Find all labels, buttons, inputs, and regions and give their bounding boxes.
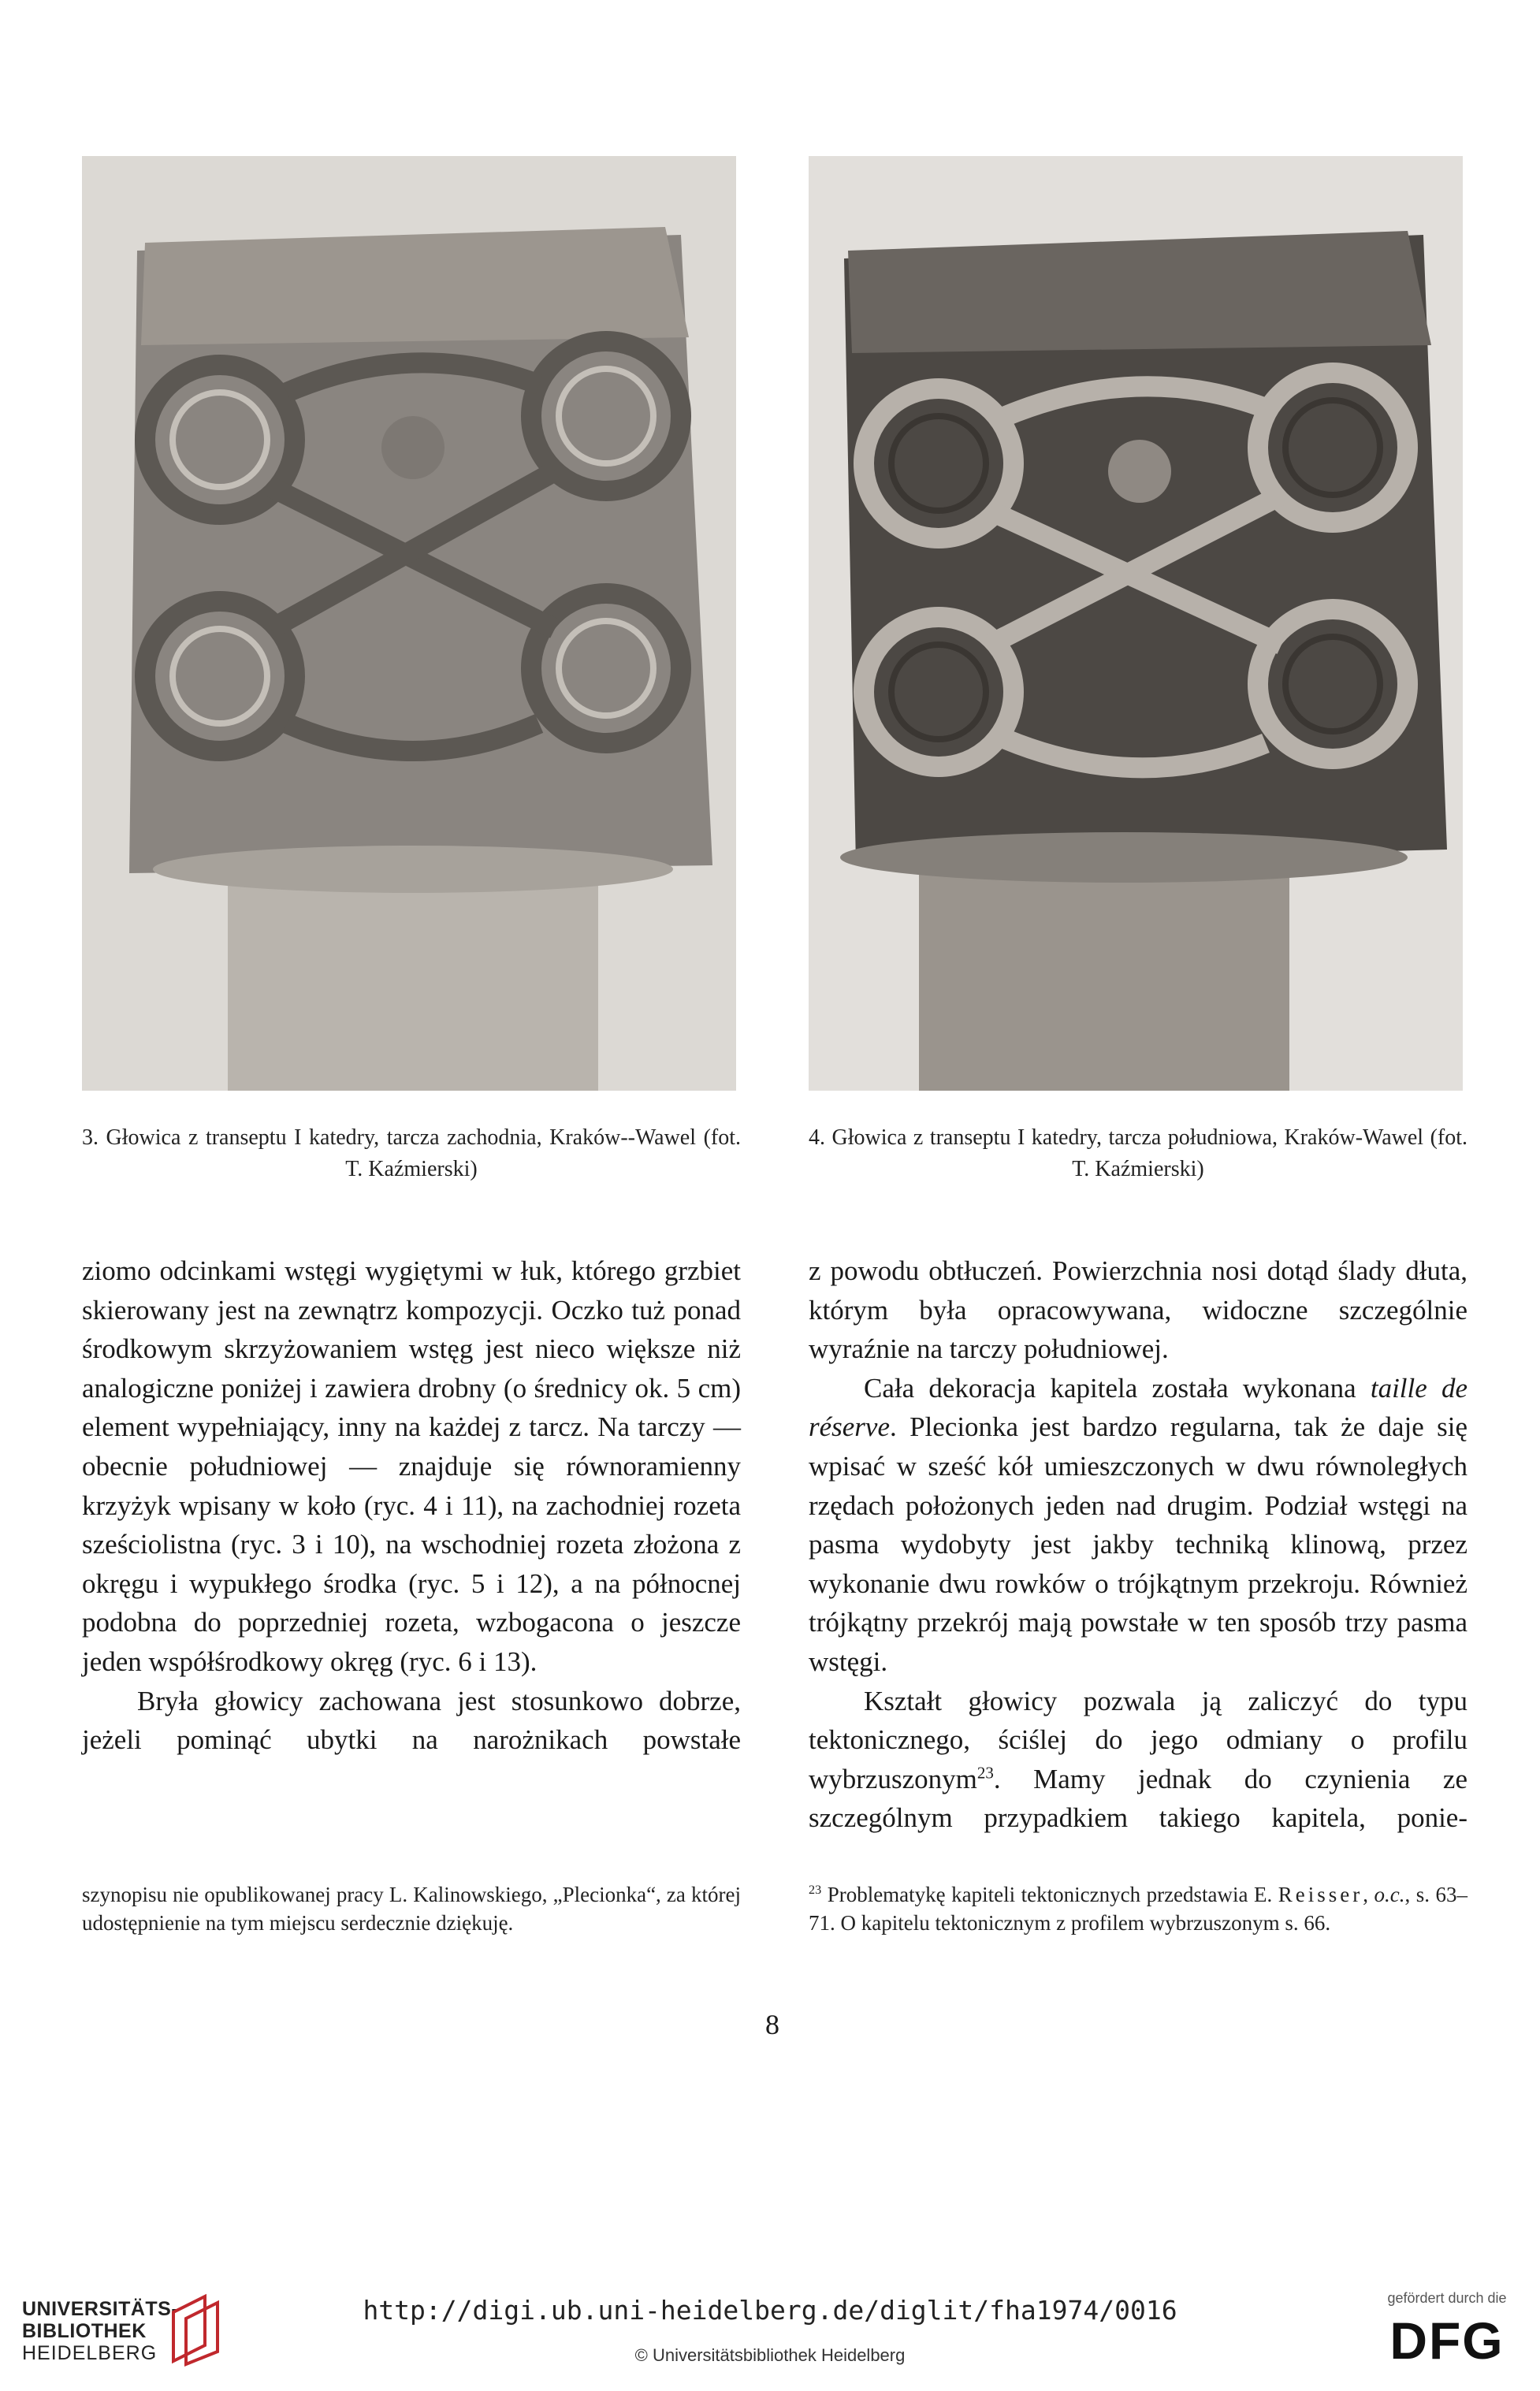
photo-capital-south-face [809,156,1463,1091]
page-number: 8 [765,2009,779,2040]
figure-3-caption: 3. Głowica z transeptu I katedry, tarcza zachodnia, Kraków--Wawel (fot. T. Kaźmierski) [82,1125,741,1181]
text-run: , [1363,1883,1374,1906]
paragraph: Bryła głowicy zachowana jest stosunkowo dobrze, jeżeli pominąć ubytki na narożnikach powstałe [82,1685,741,1756]
paragraph: ziomo odcinkami wstęgi wygiętymi w łuk, którego grzbiet skierowany jest na zewnątrz kompozycji. Oczko tuż ponad środkowym skrzyżowaniem wstęg jest nieco większe niż analogiczne poniżej i zawiera drobny (o średnicy ok. 5 cm) element wypełniający, inny na każdej z tarcz. Na tarczy — obecnie południowej — znajduje się równoramienny krzyżyk wpisany w koło (ryc. 4 i 11), na zachodniej rozeta sześciolistna (ryc. 3 i 10), na wschodniej rozeta złożona z okręgu i wypukłego środka (ryc. 5 i 12), a na północnej podobna do poprzedniej rozeta, wzbogacona o jeszcze jeden współśrodkowy okręg (ryc. 6 i 13). [82,1255,741,1677]
funding-note: gefördert durch die [1387,2290,1507,2306]
footnote-number: 23 [809,1883,822,1897]
footnote-23 [809,1880,1467,1937]
library-line: BIBLIOTHEK [22,2320,147,2342]
capital-photo-drawing [82,156,736,1091]
photo-capital-west-face [82,156,736,1091]
paragraph: z powodu obtłuczeń. Powierzchnia nosi dotąd ślady dłuta, którym była opracowywana, widoczne szczególnie wyraźnie na tarczy południowej. [809,1255,1467,1365]
paragraph [809,1682,1467,1838]
body-column-right [809,1251,1467,1838]
italic-term: taille de réserve [809,1372,1468,1443]
text-run: . Mamy jednak do czynienia ze szczególnym przypadkiem takiego kapitela, ponie- [809,1763,1467,1834]
author-name: Reisser [1278,1883,1363,1906]
text-run: . Plecionka jest bardzo regularna, tak że daje się wpisać w sześć kół umieszczonych w dwu równoległych rzędach położonych jeden nad drugim. Podział wstęgi na pasma wydobyty jest jakby techniką klinową, przez wykonanie dwu rowków o trójkątnym przekroju. Również trójkątny przekrój mają powstałe w ten sposób trzy pasma wstęgi. [809,1411,1467,1677]
body-column-left [82,1251,741,1760]
library-line: UNIVERSITÄTS- [22,2298,179,2320]
text-run: , s. 63–71. O kapitelu tektonicznym z profilem wybrzuszonym s. 66. [809,1883,1468,1935]
text-run: Cała dekoracja kapitela została wykonana [864,1372,1371,1404]
permalink-url[interactable]: http://digi.ub.uni-heidelberg.de/diglit/fha1974/0016 [363,2295,1177,2326]
library-line: HEIDELBERG [22,2342,158,2364]
paragraph [809,1369,1467,1682]
footnote-left: szynopisu nie opublikowanej pracy L. Kalinowskiego, „Plecionka“, za której udostępnienie na tym miejscu serdecznie dziękuję. [82,1883,741,1935]
text-run: Problematykę kapiteli tektonicznych przedstawia E. [821,1883,1278,1906]
copyright-notice: © Universitätsbibliothek Heidelberg [634,2345,906,2365]
footnote-ref[interactable]: 23 [976,1763,994,1783]
italic-abbrev: o.c. [1374,1883,1405,1906]
dfg-logo: DFG [1389,2311,1505,2370]
figure-4-caption: 4. Głowica z transeptu I katedry, tarcza południowa, Kraków-Wawel (fot. T. Kaźmierski) [809,1125,1467,1181]
text-run: Kształt głowicy pozwala ją zaliczyć do typu tektonicznego, ściślej do jego odmiany o profilu wybrzuszonym [809,1685,1467,1794]
capital-photo-drawing [809,156,1463,1091]
